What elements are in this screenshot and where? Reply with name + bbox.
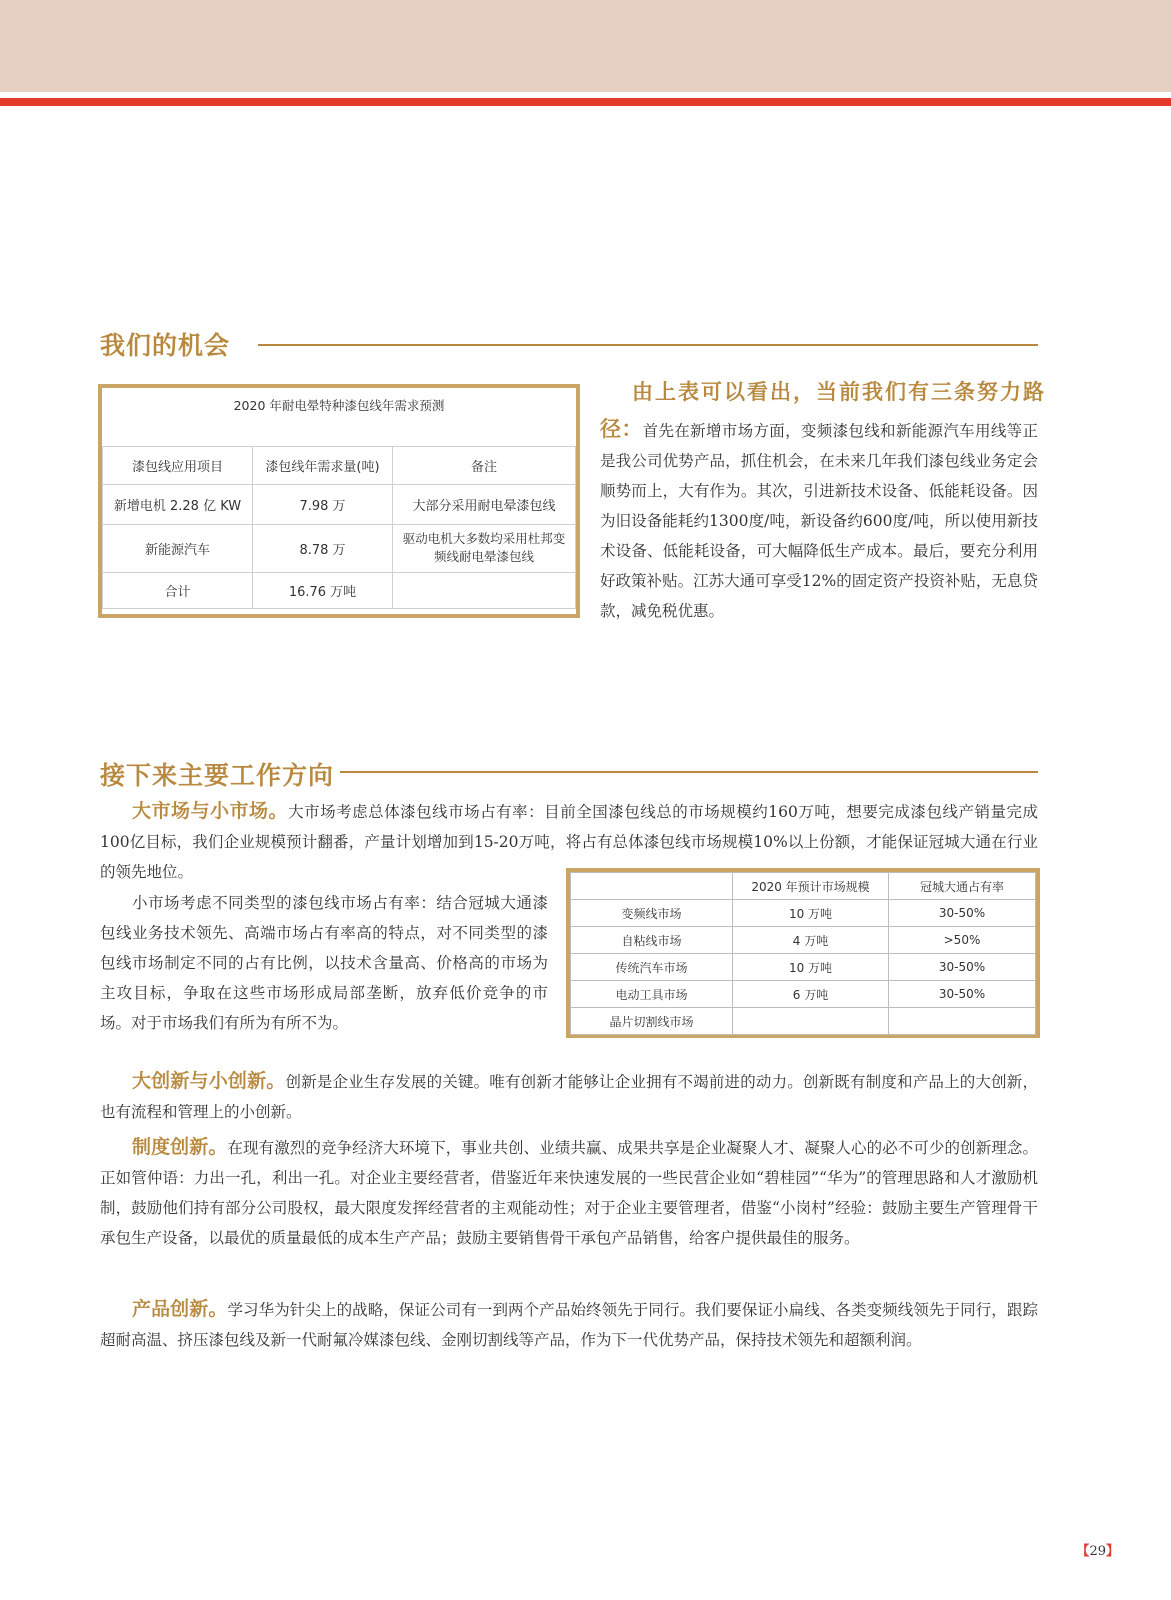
table-row [103, 572, 576, 608]
page-number-value: 29 [1089, 1544, 1106, 1559]
table-header-cell: 漆包线应用项目 [103, 446, 253, 484]
table-cell: 10 万吨 [733, 954, 889, 981]
demand-forecast-table-frame [98, 384, 580, 618]
paragraph-text: 学习华为针尖上的战略，保证公司有一到两个产品始终领先于同行。我们要保证小扁线、各类变频线领先于同行，跟踪超耐高温、挤压漆包线及新一代耐氟冷媒漆包线、金刚切割线等产品，作为下一代优势产品，保持技术领先和超额利润。 [100, 1301, 1038, 1349]
paragraph-system-innovation [100, 1132, 1038, 1253]
table-cell: 8.78 万 [253, 524, 393, 572]
table-header-cell [571, 873, 733, 900]
table-row [103, 524, 576, 572]
table-cell [733, 1008, 889, 1035]
paragraph-text: 创新是企业生存发展的关键。唯有创新才能够让企业拥有不竭前进的动力。创新既有制度和产品上的大创新，也有流程和管理上的小创新。 [100, 1073, 1038, 1121]
table-row [571, 1008, 1036, 1035]
paragraph-lead: 产品创新。 [132, 1298, 228, 1320]
table-cell: 自粘线市场 [571, 927, 733, 954]
paragraph-innovation [100, 1066, 1038, 1127]
table-caption: 2020 年耐电晕特种漆包线年需求预测 [103, 388, 576, 446]
table-cell: 大部分采用耐电晕漆包线 [393, 484, 576, 524]
table-cell: >50% [889, 927, 1036, 954]
table-cell: 新能源汽车 [103, 524, 253, 572]
table-cell [393, 572, 576, 608]
page-number [1076, 1540, 1119, 1559]
paragraph-small-market [100, 888, 548, 1038]
table-cell: 电动工具市场 [571, 981, 733, 1008]
table-cell: 驱动电机大多数均采用杜邦变频线耐电晕漆包线 [393, 524, 576, 572]
paragraph-lead: 制度创新。 [132, 1136, 228, 1158]
paragraph-text: 在现有激烈的竞争经济大环境下，事业共创、业绩共赢、成果共享是企业凝聚人才、凝聚人心的必不可少的创新理念。正如管仲语：力出一孔，利出一孔。对企业主要经营者，借鉴近年来快速发展的一些民营企业如“碧桂园”“华为”的管理思路和人才激励机制，鼓励他们持有部分公司股权，最大限度发挥经营者的主观能动性；对于企业主要管理者，借鉴“小岗村”经验：鼓励主要生产管理骨干承包生产设备，以最优的质量最低的成本生产产品；鼓励主要销售骨干承包产品销售，给客户提供最佳的服务。 [100, 1139, 1038, 1247]
market-share-table-frame [566, 868, 1040, 1038]
paragraph-text: 首先在新增市场方面，变频漆包线和新能源汽车用线等正是我公司优势产品，抓住机会，在未来几年我们漆包线业务定会顺势而上，大有作为。其次，引进新技术设备、低能耗设备。因为旧设备能耗约1300度/吨，新设备约600度/吨，所以使用新技术设备、低能耗设备，可大幅降低生产成本。最后，要充分利用好政策补贴。江苏大通可享受12%的固定资产投资补贴，无息贷款，减免税优惠。 [600, 422, 1038, 620]
table-cell: 晶片切割线市场 [571, 1008, 733, 1035]
table-cell: 30-50% [889, 981, 1036, 1008]
section-heading-opportunity: 我们的机会 [100, 331, 231, 360]
paragraph-text: 大市场考虑总体漆包线市场占有率：目前全国漆包线总的市场规模约160万吨，想要完成漆包线产销量完成100亿目标，我们企业规模预计翻番，产量计划增加到15-20万吨，将占有总体漆包线市场规模10%以上份额，才能保证冠城大通在行业的领先地位。 [100, 803, 1038, 881]
table-cell: 7.98 万 [253, 484, 393, 524]
paragraph-lead: 径： [600, 416, 643, 441]
bracket-right: 】 [1105, 1544, 1119, 1559]
table-cell: 30-50% [889, 900, 1036, 927]
section-subhead: 由上表可以看出，当前我们有三条努力路 [632, 379, 1046, 404]
table-row [571, 927, 1036, 954]
paragraph-lead: 大创新与小创新。 [132, 1070, 286, 1092]
table-cell: 新增电机 2.28 亿 KW [103, 484, 253, 524]
table-cell: 30-50% [889, 954, 1036, 981]
table-cell: 4 万吨 [733, 927, 889, 954]
demand-forecast-table [102, 388, 576, 609]
table-header-cell: 2020 年预计市场规模 [733, 873, 889, 900]
bracket-left: 【 [1076, 1544, 1090, 1559]
heading-rule-1 [258, 344, 1038, 346]
table-row [571, 981, 1036, 1008]
table-cell: 16.76 万吨 [253, 572, 393, 608]
table-row [571, 954, 1036, 981]
paragraph-text: 小市场考虑不同类型的漆包线市场占有率：结合冠城大通漆包线业务技术领先、高端市场占有率高的特点，对不同类型的漆包线市场制定不同的占有比例，以技术含量高、价格高的市场为主攻目标，争取在这些市场形成局部垄断，放弃低价竞争的市场。对于市场我们有所为有所不为。 [100, 894, 548, 1032]
table-cell: 10 万吨 [733, 900, 889, 927]
table-cell: 传统汽车市场 [571, 954, 733, 981]
paragraph-product-innovation [100, 1294, 1038, 1355]
heading-rule-2 [340, 771, 1038, 773]
table-cell [889, 1008, 1036, 1035]
table-header-cell: 冠城大通占有率 [889, 873, 1036, 900]
table-header-cell: 漆包线年需求量(吨) [253, 446, 393, 484]
header-band [0, 0, 1171, 92]
table-cell: 6 万吨 [733, 981, 889, 1008]
table-cell: 变频线市场 [571, 900, 733, 927]
table-cell: 合计 [103, 572, 253, 608]
table-row [103, 484, 576, 524]
header-gap [0, 92, 1171, 95]
section-heading-work-direction: 接下来主要工作方向 [100, 761, 335, 790]
market-share-table [570, 872, 1036, 1035]
paragraph-lead: 大市场与小市场。 [132, 800, 289, 822]
opportunity-paragraph [600, 414, 1038, 626]
header-red-rule [0, 98, 1171, 106]
table-row [571, 900, 1036, 927]
table-header-cell: 备注 [393, 446, 576, 484]
